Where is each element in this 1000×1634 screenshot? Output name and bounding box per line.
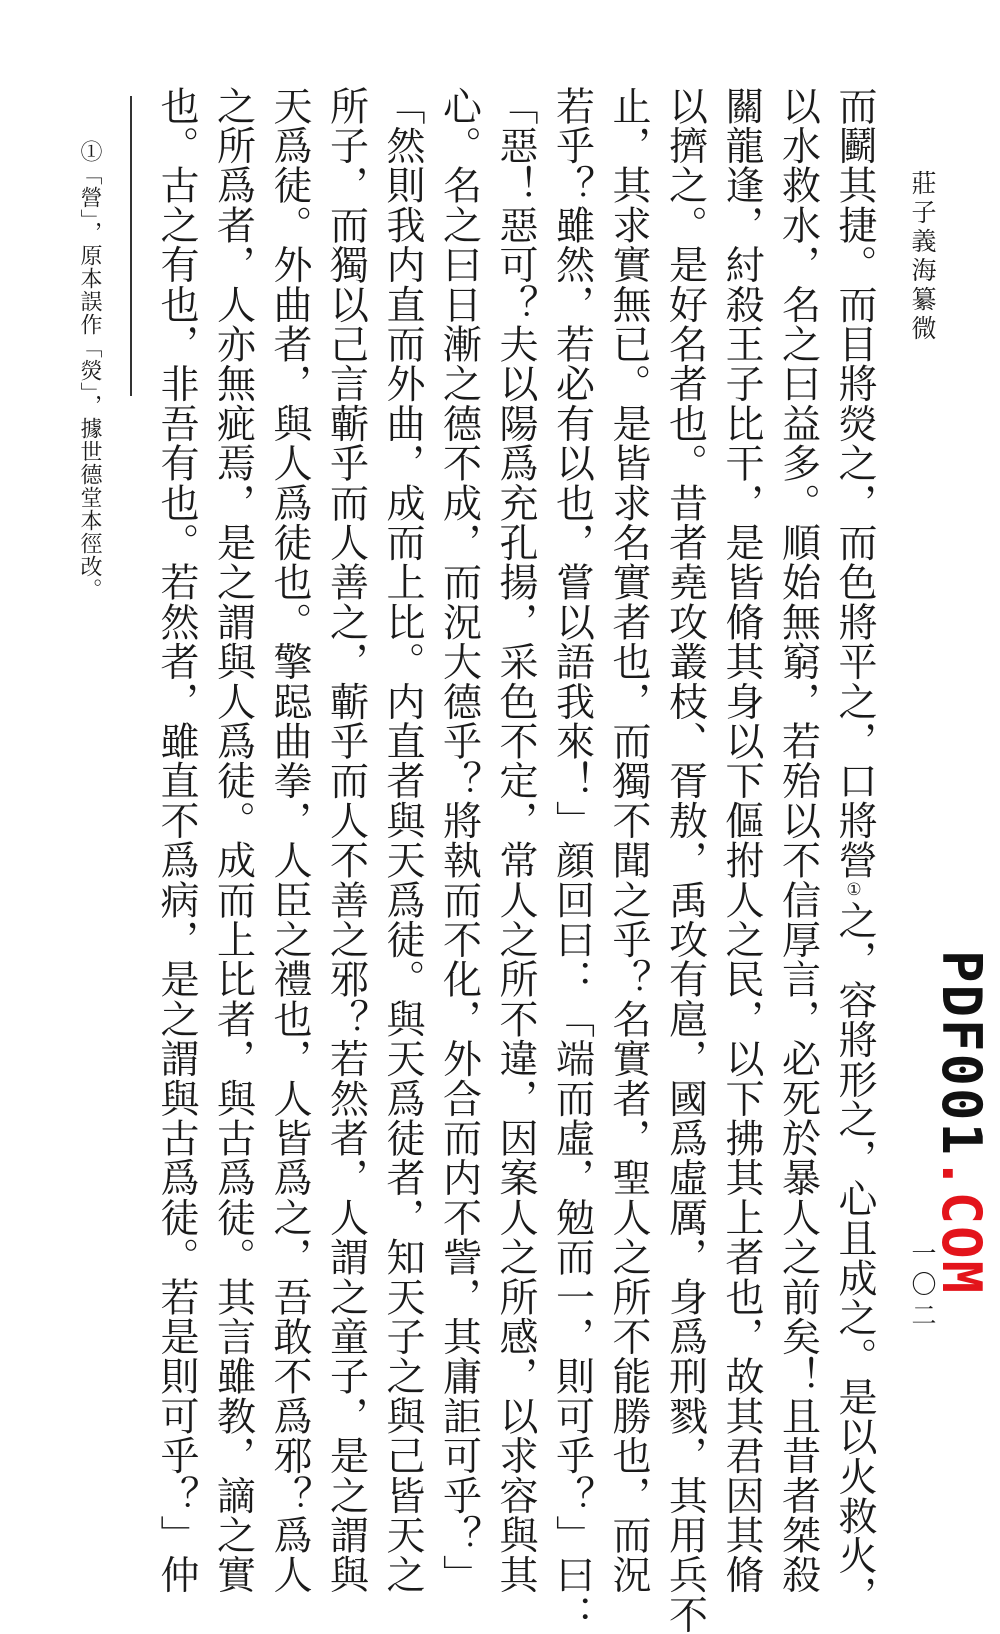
- main-text-body: [154, 86, 882, 1634]
- text-column: 天爲徒。外曲者，與人爲徒也。擎跽曲拳，人臣之禮也，人皆爲之，吾敢不爲邪？爲人: [267, 86, 312, 1595]
- text-column: 以水救水，名之曰益多。順始無窮，若殆以不信厚言，必死於暴人之前矣！且昔者桀殺: [775, 86, 821, 1595]
- text-column: 「然則我内直而外曲，成而上比。内直者與天爲徒。與天爲徒者，知天子之與己皆天之: [380, 86, 425, 1595]
- text-column: 所子，而獨以己言蘄乎而人善之，蘄乎而人不善之邪？若然者，人謂之童子，是之謂與: [323, 86, 369, 1595]
- text-column: 心。名之曰日漸之德不成，而況大德乎？將執而不化，外合而内不訾，其庸詎可乎？」: [436, 86, 482, 1595]
- text-column-part: 之，容將形之，心且成之。是以火救火，: [832, 900, 877, 1616]
- running-title: 莊子義海纂微: [908, 170, 937, 344]
- text-column-part: 而鬬其捷。而目將熒之，而色將平之，口將營: [832, 86, 877, 880]
- watermark-part-a: PDF001: [930, 950, 993, 1158]
- text-column: 以擠之。是好名者也。昔者堯攻叢枝、胥敖，禹攻有扈，國爲虛厲，身爲刑戮，其用兵不: [662, 86, 708, 1634]
- text-column: 止，其求實無已。是皆求名實者也，而獨不聞之乎？名實者，聖人之所不能勝也，而況: [606, 86, 651, 1595]
- watermark: [930, 950, 993, 1296]
- footnote-divider: [130, 96, 132, 396]
- footnote: ①「營」，原本誤作「熒」，據世德堂本徑改。: [77, 140, 102, 601]
- text-column: 「惡！惡可？夫以陽爲充孔揚，采色不定，常人之所不違，因案人之所感，以求容與其: [493, 86, 538, 1595]
- text-column: 若乎？雖然，若必有以也，嘗以語我來！」顔回曰：「端而虛，勉而一，則可乎？」曰：: [549, 86, 595, 1634]
- text-column: 之所爲者，人亦無疵焉，是之謂與人爲徒。成而上比者，與古爲徒。其言雖教，謫之實: [210, 86, 256, 1595]
- text-column: 關龍逢，紂殺王子比干，是皆脩其身以下傴拊人之民，以下拂其上者也，故其君因其脩: [719, 86, 764, 1595]
- text-column: 也。古之有也，非吾有也。若然者，雖直不爲病，是之謂與古爲徒。若是則可乎？」仲: [154, 86, 199, 1595]
- footnote-reference[interactable]: ①: [844, 880, 864, 901]
- watermark-part-b: .COM: [930, 1157, 993, 1296]
- page-number: 一〇二: [908, 1240, 937, 1333]
- text-column: [826, 86, 883, 1616]
